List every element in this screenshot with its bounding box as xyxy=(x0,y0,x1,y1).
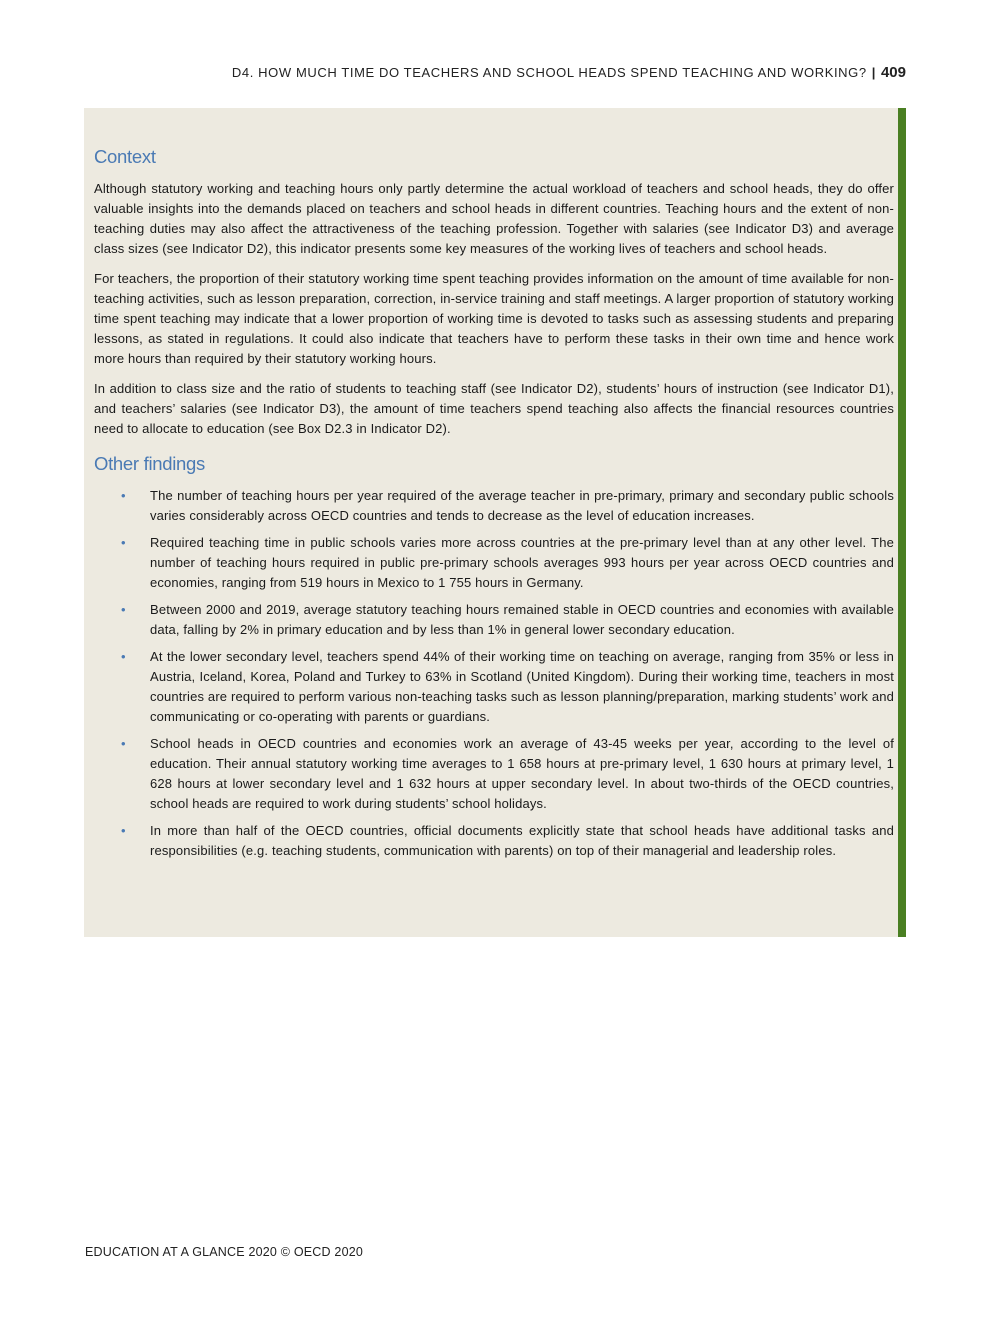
bullet-icon: • xyxy=(121,535,126,550)
finding-text: The number of teaching hours per year required of the average teacher in pre-primary, primary and secondary public schools varies considerably across OECD countries and tends to decrease as the level of education increases. xyxy=(150,488,894,523)
other-findings-heading: Other findings xyxy=(94,453,205,474)
context-paragraph: In addition to class size and the ratio of students to teaching staff (see Indicator D2), students’ hours of instruction (see Indicator D1), and teachers’ salaries (see Indicator D3), the amount of time teachers spend teaching also affects the financial resources countries need to allocate to education (see Box D2.3 in Indicator D2). xyxy=(94,381,894,436)
context-paragraph: Although statutory working and teaching hours only partly determine the actual workload of teachers and school heads, they do offer valuable insights into the demands placed on teachers and school heads in different countries. Teaching hours and the extent of non-teaching duties may also affect the attractiveness of the teaching profession. Together with salaries (see Indicator D3) and average class sizes (see Indicator D2), this indicator presents some key measures of the working lives of teachers and school heads. xyxy=(94,181,894,256)
running-title: D4. HOW MUCH TIME DO TEACHERS AND SCHOOL HEADS SPEND TEACHING AND WORKING? xyxy=(231,65,867,80)
context-paragraph: For teachers, the proportion of their statutory working time spent teaching provides information on the amount of time available for non-teaching activities, such as lesson preparation, correction, in-service training and staff meetings. A larger proportion of statutory working time spent teaching may indicate that a lower proportion of working time is devoted to tasks such as assessing students and preparing lessons, as stated in regulations. It could also indicate that teachers have to perform these tasks in their own time and hence work more hours than required by their statutory working hours. xyxy=(94,271,894,366)
finding-item xyxy=(94,647,894,727)
finding-item xyxy=(94,600,894,640)
finding-text: Between 2000 and 2019, average statutory teaching hours remained stable in OECD countries and economies with available data, falling by 2% in primary education and by less than 1% in general lower secondary education. xyxy=(150,602,894,637)
page-number: 409 xyxy=(880,64,906,81)
bullet-icon: • xyxy=(121,602,126,617)
header-separator: | xyxy=(871,65,876,80)
bullet-icon: • xyxy=(121,823,126,838)
running-header xyxy=(232,64,906,81)
bullet-icon: • xyxy=(121,488,126,503)
finding-item xyxy=(94,821,894,861)
findings-list xyxy=(94,486,894,861)
finding-text: School heads in OECD countries and economies work an average of 43-45 weeks per year, according to the level of education. Their annual statutory working time averages to 1 658 hours at pre-primary level, 1 630 hours at primary level, 1 628 hours at lower secondary level and 1 632 hours at upper secondary level. In about two-thirds of the OECD countries, school heads are required to work during students’ school holidays. xyxy=(150,736,894,811)
finding-item xyxy=(94,533,894,593)
bullet-icon: • xyxy=(121,736,126,751)
context-heading: Context xyxy=(94,146,156,167)
summary-box-content xyxy=(84,108,898,861)
bullet-icon: • xyxy=(121,649,126,664)
finding-item xyxy=(94,734,894,814)
page-footer: EDUCATION AT A GLANCE 2020 © OECD 2020 xyxy=(85,1245,364,1259)
finding-item xyxy=(94,486,894,526)
summary-box xyxy=(84,108,906,937)
finding-text: In more than half of the OECD countries, official documents explicitly state that school heads have additional tasks and responsibilities (e.g. teaching students, communication with parents) on top of their managerial and leadership roles. xyxy=(150,823,894,858)
finding-text: At the lower secondary level, teachers spend 44% of their working time on teaching on average, ranging from 35% or less in Austria, Iceland, Korea, Poland and Turkey to 63% in Scotland (United Kingdom). During their working time, teachers in most countries are required to perform various non-teaching tasks such as lesson planning/preparation, marking students’ work and communicating or co-operating with parents or guardians. xyxy=(150,649,894,724)
finding-text: Required teaching time in public schools varies more across countries at the pre-primary level than at any other level. The number of teaching hours required in public pre-primary schools averages 993 hours per year across OECD countries and economies, ranging from 519 hours in Mexico to 1 755 hours in Germany. xyxy=(150,535,894,590)
